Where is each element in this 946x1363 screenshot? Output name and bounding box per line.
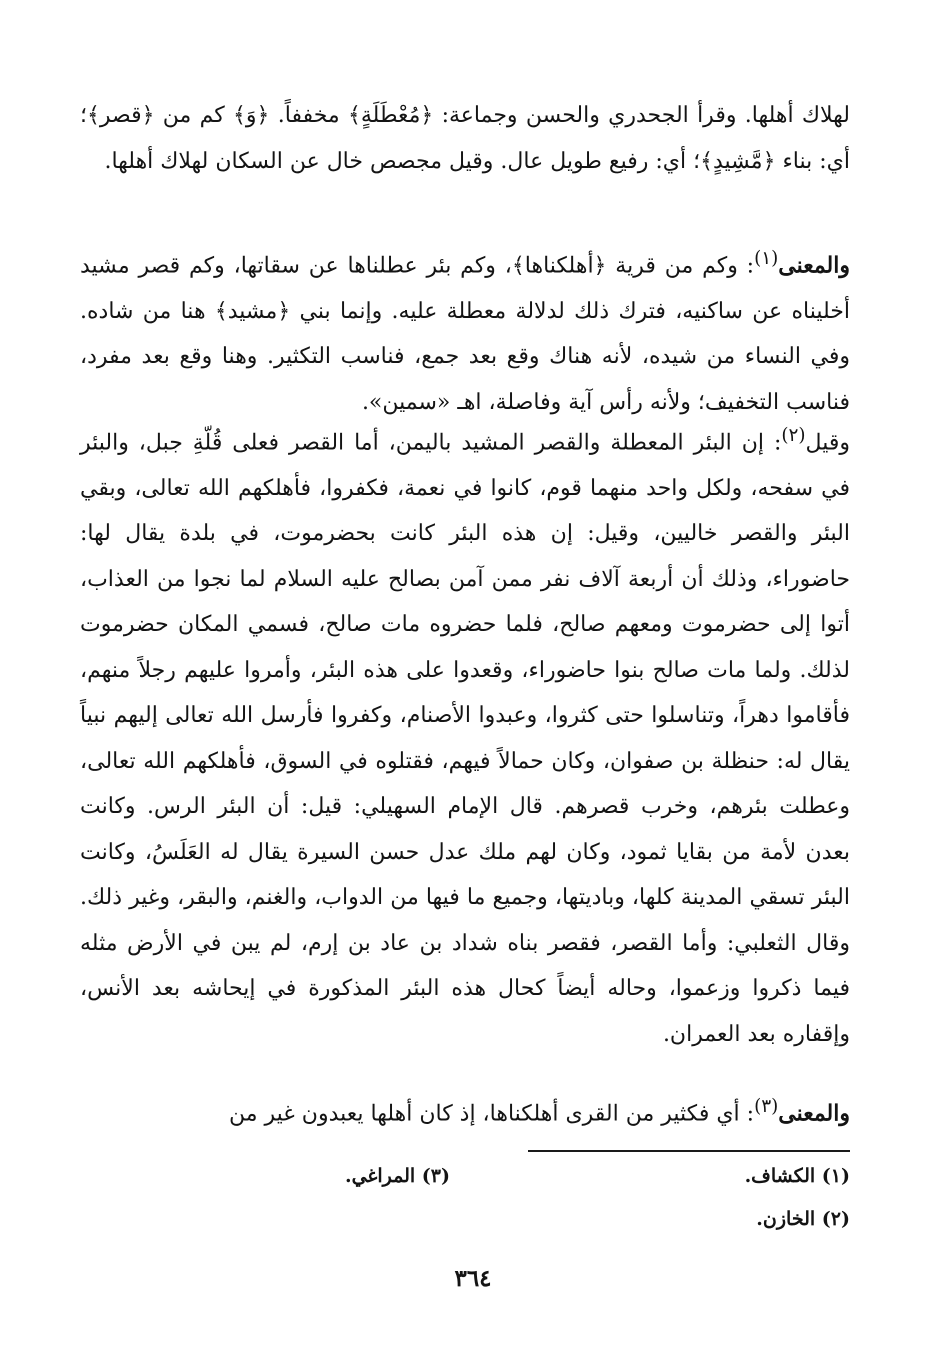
paragraph	[80, 1084, 850, 1137]
paragraph	[80, 236, 850, 425]
footnote-ref: (٢)	[781, 425, 806, 446]
footnote-2: (٢) الخازن.	[756, 1208, 850, 1230]
paragraph-text: : وكم من قرية ﴿أهلكناها﴾، وكم بئر عطلناها عن سقاتها، وكم قصر مشيد أخليناه عن ساكنيه، فترك ذلك لدلالة معطلة عليه. وإنما بني ﴿مشيد﴾ هنا من شاده. وفي النساء من شيده، لأنه هناك وقع بعد جمع، فناسب التكثير. وهنا وقع بعد مفرد، فناسب التخفيف؛ ولأنه رأس آية وفاصلة، اهـ «سمين».	[80, 253, 850, 415]
paragraph-text: لهلاك أهلها. وقرأ الجحدري والحسن وجماعة: ﴿مُعْطَلَةٍ﴾ مخففاً. ﴿وَ﴾ كم من ﴿قصر﴾؛ أي: بناء ﴿مَّشِيدٍ﴾؛ أي: رفيع طويل عال. وقيل مجصص خال عن السكان لهلاك أهلها.	[80, 103, 850, 174]
footnote-divider	[528, 1150, 850, 1152]
footnote-ref: (١)	[754, 248, 779, 269]
paragraph-text: : إن البئر المعطلة والقصر المشيد باليمن، أما القصر فعلى قُلّةِ جبل، والبئر في سفحه، ولكل واحد منهما قوم، كانوا في نعمة، فكفروا، فأهلكهم الله تعالى، وبقي البئر والقصر خاليين، وقيل: إن هذه البئر كانت بحضرموت، في بلدة يقال لها: حاضوراء، وذلك أن أربعة آلاف نفر ممن آمن بصالح عليه السلام لما نجوا من العذاب، أتوا إلى حضرموت ومعهم صالح، فلما حضروه مات صالح، فسمي المكان حضرموت لذلك. ولما مات صالح بنوا حاضوراء، وقعدوا على هذه البئر، وأمروا عليهم رجلاً منهم، فأقاموا دهراً، وتناسلوا حتى كثروا، وعبدوا الأصنام، وكفروا فأرسل الله تعالى إليهم نبياً يقال له: حنظلة بن صفوان، وكان حمالاً فيهم، فقتلوه في السوق، فأهلكهم الله تعالى، وعطلت بئرهم، وخرب قصرهم. قال الإمام السهيلي: قيل: أن البئر الرس. وكانت بعدن لأمة من بقايا ثمود، وكان لهم ملك عدل حسن السيرة يقال له العَلَسُ، وكانت البئر تسقي المدينة كلها، وباديتها، وجميع ما فيها من الدواب، والغنم، والبقر، وغير ذلك. وقال الثعلبي: وأما القصر، فقصر بناه شداد بن عاد بن إرم، لم يبن في الأرض مثله فيما ذكروا وزعموا، وحاله أيضاً كحال هذه البئر المذكورة في إيحاشه بعد الأنس، وإقفاره بعد العمران.	[80, 430, 850, 1047]
footnote-1: (١) الكشاف.	[744, 1165, 850, 1187]
paragraph	[80, 93, 850, 184]
paragraph-lead: والمعنى	[778, 1100, 850, 1127]
paragraph-lead: وقيل	[805, 430, 850, 456]
paragraph	[80, 413, 850, 1057]
paragraph-text: : أي فكثير من القرى أهلكناها، إذ كان أهلها يعبدون غير من	[229, 1101, 755, 1127]
footnote-ref: (٣)	[754, 1096, 779, 1117]
page-number: ٣٦٤	[454, 1265, 492, 1292]
footnote-3: (٣) المراغي.	[344, 1165, 450, 1187]
paragraph-lead: والمعنى	[778, 252, 850, 279]
